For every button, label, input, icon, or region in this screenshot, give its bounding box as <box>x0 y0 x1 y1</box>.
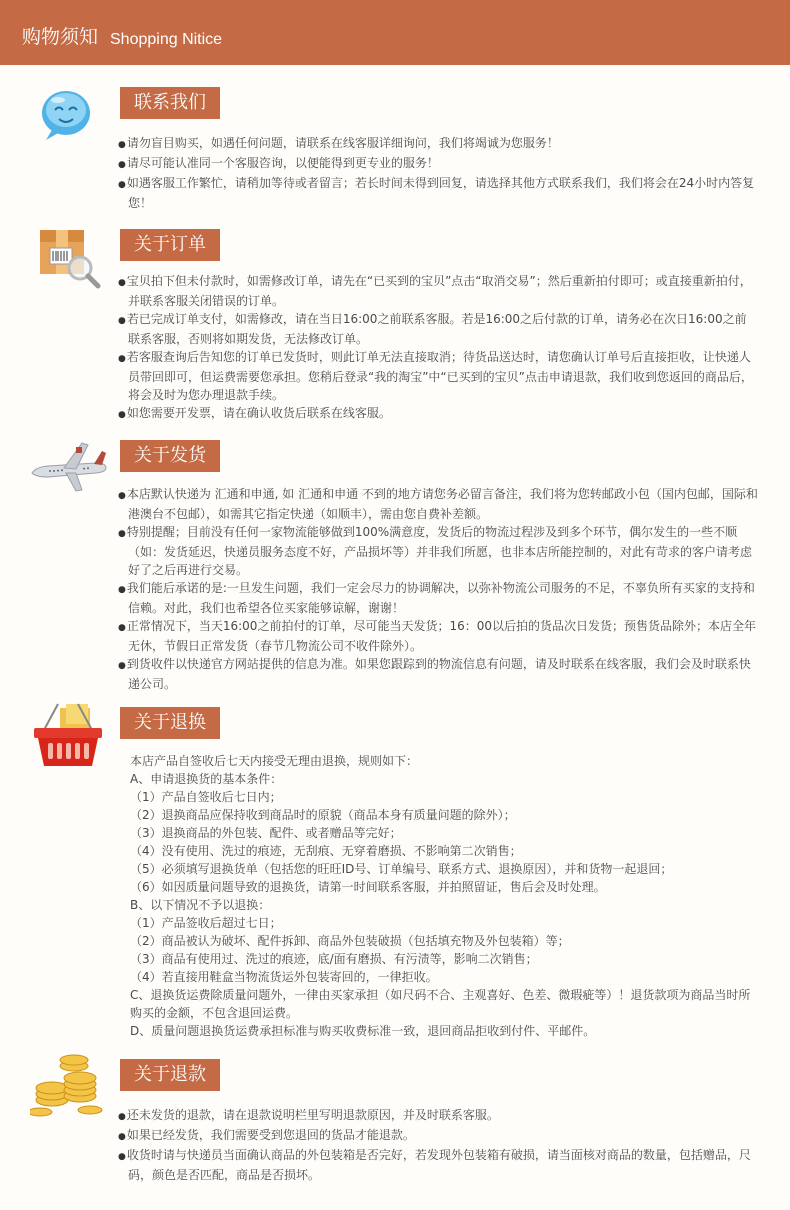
page-header <box>0 0 790 65</box>
section-body-shipping <box>118 485 758 693</box>
list-item: （3）退换商品的外包装、配件、或者赠品等完好； <box>130 826 402 840</box>
section-body-order <box>118 272 758 424</box>
airplane-icon <box>26 433 110 503</box>
list-item: （5）必须填写退换货单（包括您的旺旺ID号、订单编号、联系方式、退换原因），并和货物一起退回； <box>130 862 673 876</box>
list-item: D、质量问题退换货运费承担标准与购买收费标准一致，退回商品拒收到付件、平邮件。 <box>130 1024 596 1038</box>
list-item: ● 到货收件以快递官方网站提供的信息为准。如果您跟踪到的物流信息有问题，请及时联系在线客服，我们会及时联系快递公司。 <box>118 655 758 693</box>
list-item: （2）商品被认为破坏、配件拆卸、商品外包装破损（包括填充物及外包装箱）等； <box>130 934 570 948</box>
list-item: ● 如您需要开发票，请在确认收货后联系在线客服。 <box>118 404 758 424</box>
list-item: （1）产品自签收后七日内； <box>130 790 282 804</box>
list-item: ● 如遇客服工作繁忙，请稍加等待或者留言；若长时间未得到回复，请选择其他方式联系我们，我们将会在24小时内答复您！ <box>118 174 758 212</box>
section-title-shipping: 关于发货 <box>120 440 220 472</box>
list-item: ● 宝贝拍下但未付款时，如需修改订单，请先在“已买到的宝贝”点击“取消交易”；然后重新拍付即可；或直接重新拍付，并联系客服关闭错误的订单。 <box>118 272 758 310</box>
shopping-basket-icon <box>30 700 106 770</box>
chat-bubble-icon <box>30 80 106 150</box>
gold-coins-icon <box>30 1052 106 1122</box>
section-body-refund <box>118 1106 758 1184</box>
page-title-english: Shopping Nitice <box>110 31 223 48</box>
list-item: C、退换货运费除质量问题外，一律由买家承担（如尺码不合、主观喜好、色差、微瑕疵等）！退货款项为商品当时所购买的金额，不包含退回运费。 <box>130 988 751 1020</box>
list-item: （4）若直接用鞋盒当物流货运外包装寄回的，一律拒收。 <box>130 970 438 984</box>
list-item: ● 本店默认快递为 汇通和申通, 如 汇通和申通 不到的地方请您务必留言备注，我们将为您转邮政小包（国内包邮，国际和港澳台不包邮），如需其它指定快递（如顺丰），需由您自费补差额。 <box>118 485 758 523</box>
list-item: 本店产品自签收后七天内接受无理由退换，规则如下： <box>130 754 419 768</box>
list-item: ● 如果已经发货，我们需要受到您退回的货品才能退款。 <box>118 1126 758 1146</box>
list-item: ● 若客服查询后告知您的订单已发货时，则此订单无法直接取消；待货品送达时，请您确认订单号后直接拒收，让快递人员带回即可，但运费需要您承担。您稍后登录“我的淘宝”中“已买到的宝贝”点击申请退款，我们收到您返回的商品后，将会及时为您办理退款手续。 <box>118 348 758 404</box>
section-body-returns <box>118 752 758 1040</box>
list-item: A、申请退换货的基本条件： <box>130 772 283 786</box>
list-item: （1）产品签收后超过七日； <box>130 916 282 930</box>
section-title-contact: 联系我们 <box>120 87 220 119</box>
list-item: ● 特别提醒；目前没有任何一家物流能够做到100%满意度，发货后的物流过程涉及到多个环节，偶尔发生的一些不顺（如：发货延迟，快递员服务态度不好，产品损坏等）并非我们所愿，也非本店所能控制的，对此有苛求的客户请考虑好了之后再进行交易。 <box>118 523 758 579</box>
list-item: （2）退换商品应保持收到商品时的原貌（商品本身有质量问题的除外）； <box>130 808 516 822</box>
list-item: （4）没有使用、洗过的痕迹，无刮痕、无穿着磨损、不影响第二次销售； <box>130 844 522 858</box>
list-item: ● 正常情况下，当天16:00之前拍付的订单，尽可能当天发货；16：00以后拍的货品次日发货；预售货品除外；本店全年无休，节假日正常发货（春节几物流公司不收件除外）。 <box>118 617 758 655</box>
order-box-icon <box>30 222 106 292</box>
list-item: ● 我们能后承诺的是:一旦发生问题，我们一定会尽力的协调解决，以弥补物流公司服务的不足，不辜负所有买家的支持和信赖。对此，我们也希望各位买家能够谅解，谢谢！ <box>118 579 758 617</box>
list-item: B、以下情况不予以退换： <box>130 898 271 912</box>
section-title-refund: 关于退款 <box>120 1059 220 1091</box>
list-item: ● 请勿盲目购买，如遇任何问题，请联系在线客服详细询问，我们将竭诚为您服务！ <box>118 134 758 154</box>
list-item: ● 请尽可能认准同一个客服咨询，以便能得到更专业的服务！ <box>118 154 758 174</box>
list-item: ● 收货时请与快递员当面确认商品的外包装箱是否完好，若发现外包装箱有破损，请当面核对商品的数量，包括赠品，尺码，颜色是否匹配，商品是否损坏。 <box>118 1146 758 1184</box>
list-item: ● 若已完成订单支付，如需修改，请在当日16:00之前联系客服。若是16:00之后付款的订单，请务必在次日16:00之前联系客服，否则将如期发货，无法修改订单。 <box>118 310 758 348</box>
list-item: （3）商品有使用过、洗过的痕迹，底/面有磨损、有污渍等，影响二次销售； <box>130 952 538 966</box>
list-item: ● 还未发货的退款，请在退款说明栏里写明退款原因，并及时联系客服。 <box>118 1106 758 1126</box>
list-item: （6）如因质量问题导致的退换货，请第一时间联系客服，并拍照留证，售后会及时处理。 <box>130 880 606 894</box>
section-body-contact <box>118 134 758 212</box>
section-title-returns: 关于退换 <box>120 707 220 739</box>
page-title: 购物须知 <box>22 26 99 48</box>
section-title-order: 关于订单 <box>120 229 220 261</box>
